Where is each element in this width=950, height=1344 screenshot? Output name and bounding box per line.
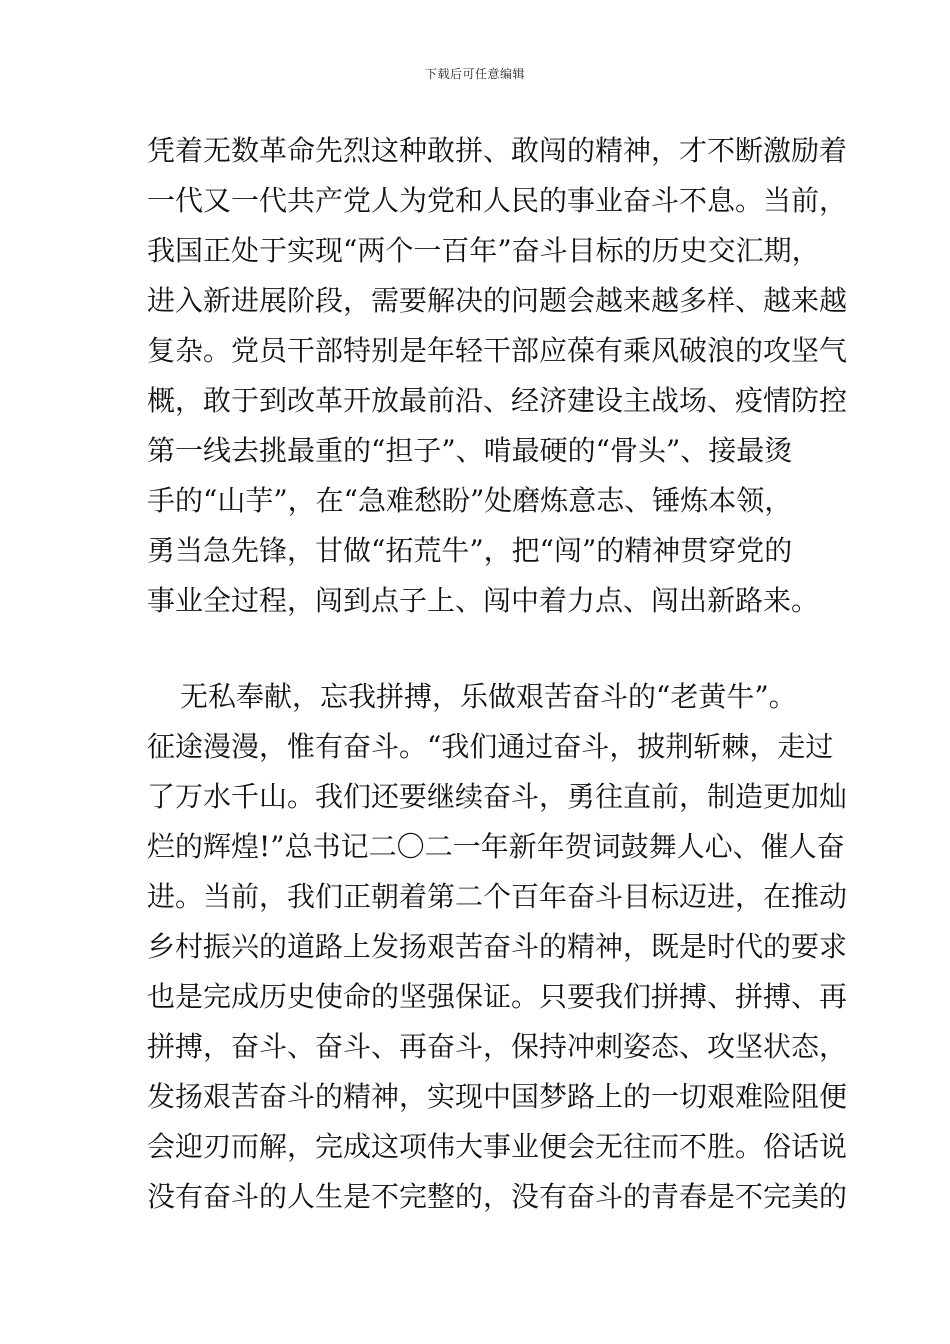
paragraph-2 (147, 672, 848, 1222)
text-line: 会迎刃而解，完成这项伟大事业便会无往而不胜。俗话说 (147, 1130, 848, 1163)
text-line: 事业全过程，闯到点子上、闯中着力点、闯出新路来。 (147, 584, 820, 617)
text-line: 第一线去挑最重的“担子”、啃最硬的“骨头”、接最烫 (147, 434, 793, 467)
page-header-note: 下载后可任意编辑 (424, 67, 525, 81)
text-line: 进。当前，我们正朝着第二个百年奋斗目标迈进，在推动 (147, 880, 848, 913)
text-line: 乡村振兴的道路上发扬艰苦奋斗的精神，既是时代的要求 (147, 930, 848, 963)
text-line: 一代又一代共产党人为党和人民的事业奋斗不息。当前， (147, 184, 848, 217)
text-line: 手的“山芋”，在“急难愁盼”处磨炼意志、锤炼本领， (147, 484, 793, 517)
paragraph-1 (147, 126, 848, 626)
text-line: 发扬艰苦奋斗的精神，实现中国梦路上的一切艰难险阻便 (147, 1080, 848, 1113)
text-line: 我国正处于实现“两个一百年”奋斗目标的历史交汇期， (147, 234, 820, 267)
text-line: 凭着无数革命先烈这种敢拼、敢闯的精神，才不断激励着 (147, 134, 848, 167)
text-line: 也是完成历史使命的坚强保证。只要我们拼搏、拼搏、再 (147, 980, 848, 1013)
text-line: 烂的辉煌!”总书记二〇二一年新年贺词鼓舞人心、催人奋 (147, 830, 845, 863)
text-line: 拼搏，奋斗、奋斗、再奋斗，保持冲刺姿态、攻坚状态， (147, 1030, 848, 1063)
text-line: 复杂。党员干部特别是年轻干部应葆有乘风破浪的攻坚气 (147, 334, 848, 367)
text-line: 概，敢于到改革开放最前沿、经济建设主战场、疫情防控 (147, 384, 848, 417)
text-line: 进入新进展阶段，需要解决的问题会越来越多样、越来越 (147, 284, 848, 317)
text-line: 了万水千山。我们还要继续奋斗，勇往直前，制造更加灿 (147, 780, 848, 813)
text-line: 征途漫漫，惟有奋斗。“我们通过奋斗，披荆斩棘，走过 (147, 730, 834, 763)
text-line: 勇当急先锋，甘做“拓荒牛”，把“闯”的精神贯穿党的 (147, 534, 793, 567)
text-line: 没有奋斗的人生是不完整的，没有奋斗的青春是不完美的 (147, 1180, 848, 1213)
text-line-first: 无私奉献，忘我拼搏，乐做艰苦奋斗的“老黄牛”。 (180, 680, 797, 713)
